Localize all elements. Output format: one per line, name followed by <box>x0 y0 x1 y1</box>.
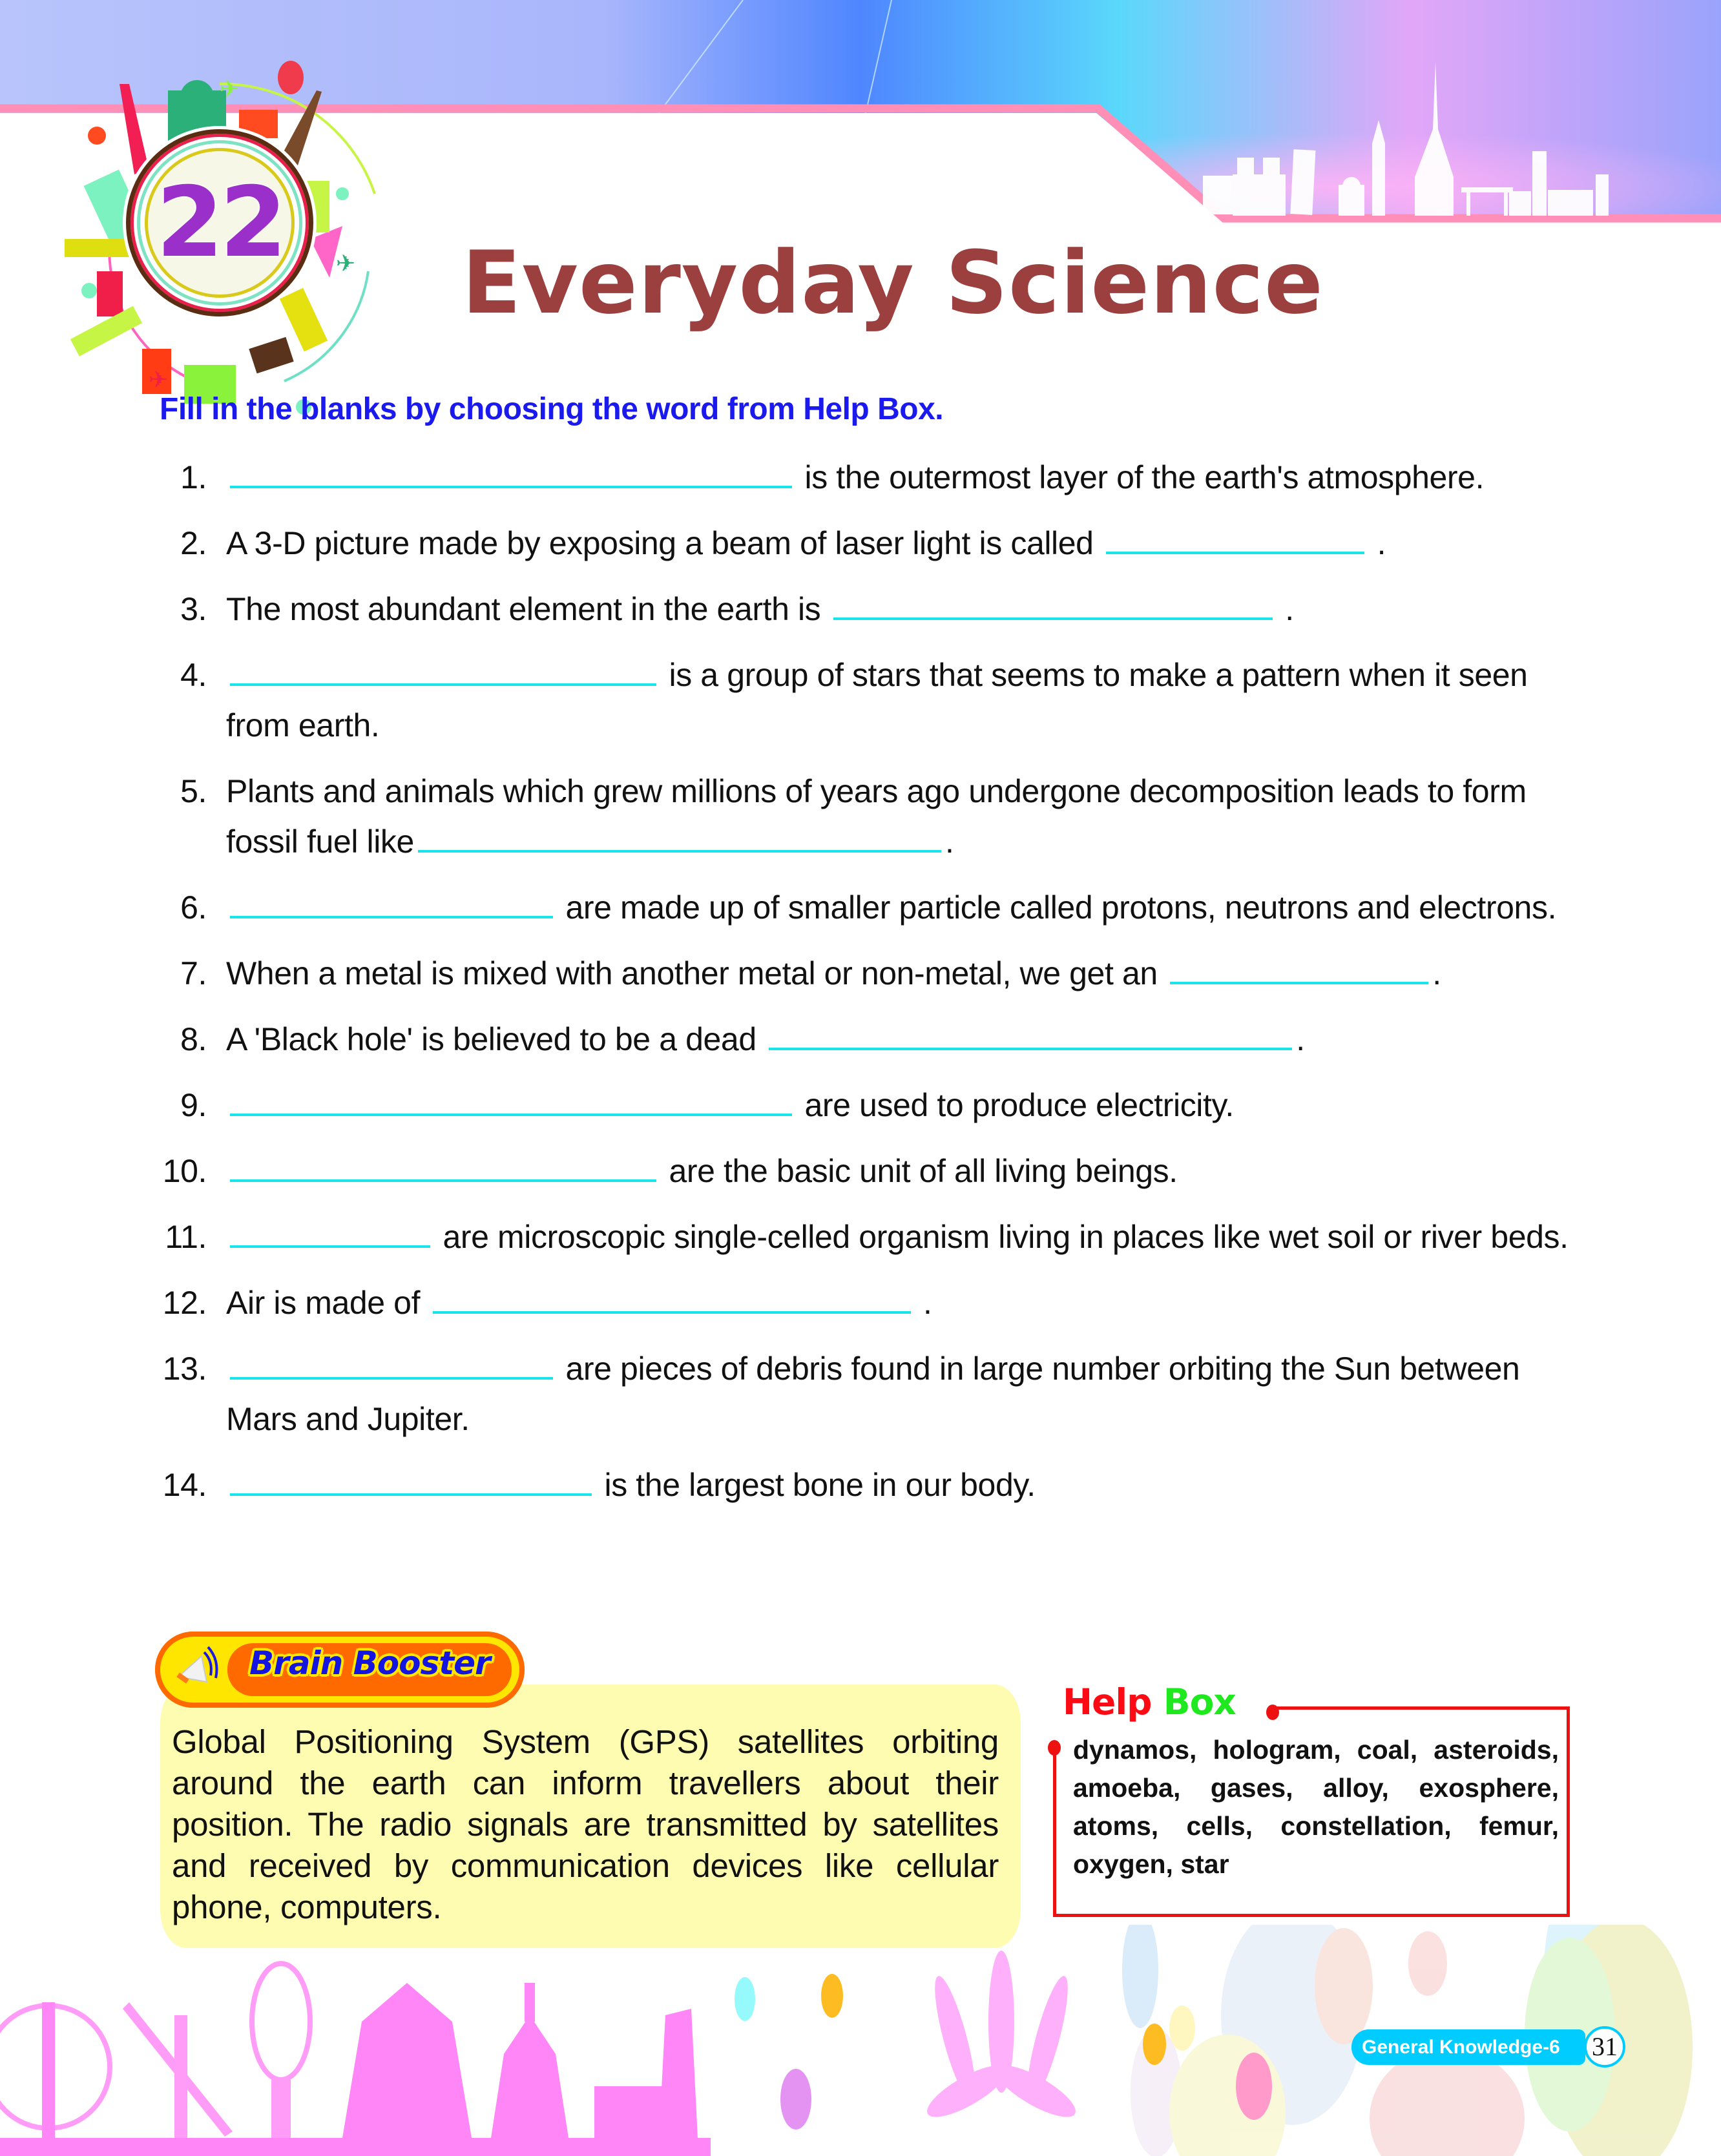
question-number: 7. <box>180 955 207 991</box>
answer-blank[interactable] <box>1106 521 1364 554</box>
megaphone-icon <box>164 1639 225 1700</box>
airplane-icon: ✈ <box>149 366 169 393</box>
question-1 <box>149 452 1596 503</box>
answer-blank[interactable] <box>230 885 553 918</box>
question-text: are pieces of debris found in large number orbiting the Sun between Mars and Jupiter. <box>226 1351 1520 1437</box>
answer-blank[interactable] <box>230 1346 553 1380</box>
question-14 <box>149 1460 1596 1510</box>
question-number: 4. <box>180 657 207 693</box>
chapter-badge <box>126 129 313 316</box>
question-text: Air is made of <box>226 1285 429 1321</box>
christ-statue-icon <box>65 239 136 257</box>
airplane-icon: ✈ <box>220 76 240 102</box>
question-9 <box>149 1080 1596 1130</box>
answer-blank[interactable] <box>833 586 1273 620</box>
question-13 <box>149 1343 1596 1444</box>
question-4 <box>149 650 1596 751</box>
question-number: 1. <box>180 459 207 495</box>
question-number: 8. <box>180 1021 207 1057</box>
question-10 <box>149 1146 1596 1196</box>
help-box-title: Help Box <box>1063 1681 1236 1723</box>
question-text: is a group of stars that seems to make a pattern when it seen from earth. <box>226 657 1528 743</box>
hot-air-balloon-icon <box>278 61 304 94</box>
airplane-icon: ✈ <box>336 250 356 276</box>
question-text: . <box>944 824 954 860</box>
question-12 <box>149 1278 1596 1328</box>
statue-of-liberty-icon <box>120 84 149 174</box>
flower-decoration <box>921 1951 1082 2126</box>
question-text: The most abundant element in the earth is <box>226 591 829 627</box>
answer-blank[interactable] <box>230 1148 656 1182</box>
question-text: is the largest bone in our body. <box>596 1467 1036 1503</box>
question-5 <box>149 766 1596 867</box>
question-text: is the outermost layer of the earth's atmosphere. <box>796 459 1485 495</box>
question-6 <box>149 882 1596 933</box>
answer-blank[interactable] <box>230 455 792 488</box>
question-text: . <box>1432 955 1441 991</box>
sun-icon <box>88 127 106 145</box>
page-title: Everyday Science <box>462 233 1324 333</box>
question-number: 13. <box>162 1351 207 1387</box>
question-list <box>149 452 1596 1526</box>
question-text: . <box>1296 1021 1305 1057</box>
question-text: When a metal is mixed with another metal or non-metal, we get an <box>226 955 1167 991</box>
answer-blank[interactable] <box>769 1017 1292 1050</box>
help-box-dot-icon <box>1048 1740 1061 1756</box>
book-label: General Knowledge-6 <box>1351 2029 1585 2065</box>
answer-blank[interactable] <box>230 1083 792 1116</box>
brain-booster-text: Global Positioning System (GPS) satellites orbiting around the earth can inform travellers about their position. The radio signals are transmitted by satellites and received by communication devices like cellular phone, computers. <box>172 1723 999 1925</box>
question-number: 6. <box>180 889 207 926</box>
chapter-number: 22 <box>156 167 284 279</box>
question-3 <box>149 584 1596 634</box>
help-box-dot-icon <box>1266 1705 1279 1720</box>
answer-blank[interactable] <box>433 1280 911 1314</box>
question-text: A 'Black hole' is believed to be a dead <box>226 1021 766 1057</box>
question-7 <box>149 948 1596 999</box>
answer-blank[interactable] <box>1170 951 1428 984</box>
question-number: 9. <box>180 1087 207 1123</box>
landmarks-silhouette <box>0 1964 711 2156</box>
answer-blank[interactable] <box>230 1214 430 1248</box>
question-text: are microscopic single-celled organism living in places like wet soil or river beds. <box>434 1219 1569 1255</box>
question-number: 3. <box>180 591 207 627</box>
question-number: 11. <box>165 1219 207 1255</box>
question-text: . <box>1368 525 1386 561</box>
question-number: 5. <box>180 773 207 809</box>
question-text: A 3-D picture made by exposing a beam of laser light is called <box>226 525 1103 561</box>
question-text: Plants and animals which grew millions of years ago undergone decomposition leads to form fossil fuel like <box>226 773 1527 860</box>
answer-blank[interactable] <box>230 652 656 686</box>
answer-blank[interactable] <box>418 819 941 853</box>
question-number: 12. <box>162 1285 207 1321</box>
question-text: are the basic unit of all living beings. <box>660 1153 1178 1189</box>
page-number: 31 <box>1584 2026 1625 2068</box>
help-box-words: dynamos, hologram, coal, asteroids, amoeba, gases, alloy, exosphere, atoms, cells, constellation, femur, oxygen, star <box>1073 1735 1559 1879</box>
question-text: are made up of smaller particle called protons, neutrons and electrons. <box>557 889 1557 926</box>
question-11 <box>149 1212 1596 1262</box>
question-text: are used to produce electricity. <box>796 1087 1234 1123</box>
brain-booster-label: Brain Booster <box>249 1644 490 1682</box>
answer-blank[interactable] <box>230 1462 592 1496</box>
question-text: . <box>1276 591 1294 627</box>
question-number: 2. <box>180 525 207 561</box>
question-8 <box>149 1014 1596 1064</box>
question-number: 10. <box>162 1153 207 1189</box>
brain-booster-header <box>155 1632 525 1708</box>
question-number: 14. <box>162 1467 207 1503</box>
question-text: . <box>914 1285 932 1321</box>
question-2 <box>149 518 1596 568</box>
exercise-instruction: Fill in the blanks by choosing the word from Help Box. <box>160 392 944 426</box>
